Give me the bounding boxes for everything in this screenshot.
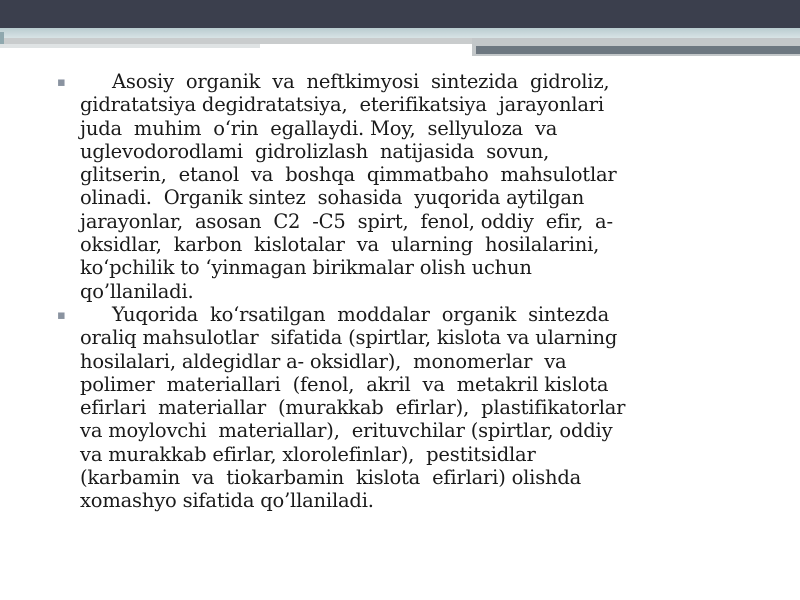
text-line: qo’llaniladi. bbox=[80, 279, 194, 303]
text-line: oraliq mahsulotlar sifatida (spirtlar, kislota va ularning bbox=[80, 326, 618, 350]
slide-body bbox=[55, 70, 745, 513]
text-line: juda muhim o‘rin egallaydi. Moy, sellyuloza va bbox=[80, 116, 558, 140]
slide-header-right-strip bbox=[476, 46, 800, 54]
text-line: ko‘pchilik to ‘yinmagan birikmalar olish uchun bbox=[80, 256, 532, 280]
text-line: va murakkab efirlar, xlorolefinlar), pestitsidlar bbox=[80, 442, 536, 466]
text-line: hosilalari, aldegidlar a- oksidlar), monomerlar va bbox=[80, 349, 567, 373]
slide-header-band bbox=[0, 28, 800, 38]
text-line: glitserin, etanol va boshqa qimmatbaho mahsulotlar bbox=[80, 163, 617, 187]
bullet-marker-icon: ▪ bbox=[57, 307, 66, 323]
bullet-marker-icon: ▪ bbox=[57, 75, 66, 90]
slide-header-left-stripe bbox=[0, 44, 260, 48]
text-line: jarayonlar, asosan C2 -C5 spirt, fenol, oddiy efir, a- bbox=[80, 209, 613, 233]
text-line: Yuqorida ko‘rsatilgan moddalar organik sintezda bbox=[112, 302, 610, 326]
slide-header-accent bbox=[0, 32, 4, 44]
text-line: Asosiy organik va neftkimyosi sintezida gidroliz, bbox=[112, 70, 610, 93]
slide-header-bar bbox=[0, 0, 800, 28]
text-line: polimer materiallari (fenol, akril va metakril kislota bbox=[80, 372, 609, 396]
text-line: olinadi. Organik sintez sohasida yuqorida aytilgan bbox=[80, 186, 585, 210]
text-line: xomashyo sifatida qo’llaniladi. bbox=[80, 489, 374, 513]
text-line: oksidlar, karbon kislotalar va ularning hosilalarini, bbox=[80, 233, 600, 257]
text-line: efirlari materiallar (murakkab efirlar), plastifikatorlar bbox=[80, 396, 626, 420]
text-line: uglevodorodlami gidrolizlash natijasida sovun, bbox=[80, 139, 550, 163]
text-line: va moylovchi materiallar), erituvchilar (spirtlar, oddiy bbox=[80, 419, 613, 443]
text-line: gidratatsiya degidratatsiya, eterifikatsiya jarayonlari bbox=[80, 93, 604, 117]
text-line: (karbamin va tiokarbamin kislota efirlari) olishda bbox=[80, 466, 582, 490]
bullet-paragraph-1 bbox=[55, 70, 745, 303]
bullet-paragraph-2 bbox=[55, 303, 745, 513]
